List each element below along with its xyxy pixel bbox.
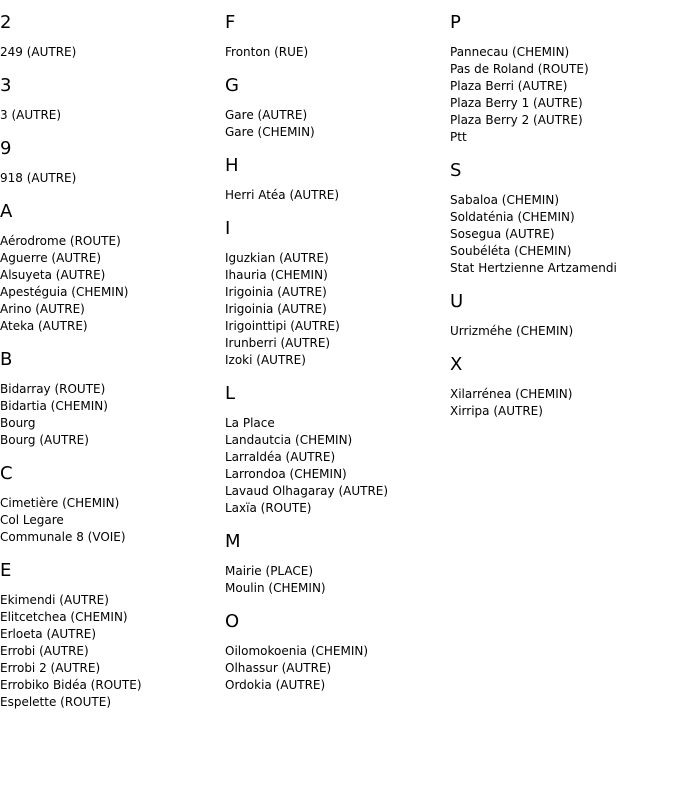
street-entry: Irigoinia (AUTRE) xyxy=(225,302,327,316)
street-entry: Errobi (AUTRE) xyxy=(0,644,89,658)
street-entry: Larraldéa (AUTRE) xyxy=(225,450,336,464)
street-entry: 249 (AUTRE) xyxy=(0,45,77,59)
letter-group xyxy=(0,560,225,711)
letter-group xyxy=(225,218,450,369)
street-entry: Irunberri (AUTRE) xyxy=(225,336,331,350)
street-list xyxy=(0,107,225,124)
index-column-3 xyxy=(450,12,675,434)
index-column-1 xyxy=(0,12,225,725)
street-entry: Xilarrénea (CHEMIN) xyxy=(450,387,573,401)
letter-group xyxy=(0,201,225,335)
street-list xyxy=(225,44,450,61)
index-column-2 xyxy=(225,12,450,708)
street-entry: Larrondoa (CHEMIN) xyxy=(225,467,347,481)
letter-group xyxy=(0,138,225,187)
street-entry: Laxïa (ROUTE) xyxy=(225,501,312,515)
street-entry: Olhassur (AUTRE) xyxy=(225,661,332,675)
street-entry: Communale 8 (VOIE) xyxy=(0,530,126,544)
letter-heading: O xyxy=(225,611,240,632)
street-entry: Bourg xyxy=(0,416,36,430)
street-entry: Xirripa (AUTRE) xyxy=(450,404,543,418)
street-entry: Plaza Berry 2 (AUTRE) xyxy=(450,113,583,127)
street-list xyxy=(450,386,675,420)
letter-heading: U xyxy=(450,291,464,312)
street-entry: Errobi 2 (AUTRE) xyxy=(0,661,101,675)
street-entry: Erloeta (AUTRE) xyxy=(0,627,97,641)
street-entry: Aguerre (AUTRE) xyxy=(0,251,102,265)
letter-group xyxy=(450,12,675,146)
street-entry: Apestéguia (CHEMIN) xyxy=(0,285,129,299)
letter-group xyxy=(225,383,450,517)
letter-heading: P xyxy=(450,12,461,33)
letter-group xyxy=(450,160,675,277)
street-entry: Ekimendi (AUTRE) xyxy=(0,593,109,607)
street-entry: Mairie (PLACE) xyxy=(225,564,314,578)
street-list xyxy=(225,187,450,204)
street-list xyxy=(450,44,675,146)
letter-heading: 9 xyxy=(0,138,12,159)
letter-heading: E xyxy=(0,560,12,581)
street-entry: Urrizméhe (CHEMIN) xyxy=(450,324,574,338)
street-entry: La Place xyxy=(225,416,275,430)
street-list xyxy=(225,107,450,141)
street-entry: Aérodrome (ROUTE) xyxy=(0,234,121,248)
street-entry: Plaza Berri (AUTRE) xyxy=(450,79,568,93)
street-list xyxy=(0,495,225,546)
street-list xyxy=(0,44,225,61)
street-entry: Moulin (CHEMIN) xyxy=(225,581,326,595)
letter-group xyxy=(0,75,225,124)
letter-heading: B xyxy=(0,349,13,370)
street-entry: Fronton (RUE) xyxy=(225,45,309,59)
street-entry: Espelette (ROUTE) xyxy=(0,695,111,709)
street-entry: Errobiko Bidéa (ROUTE) xyxy=(0,678,142,692)
letter-group xyxy=(0,349,225,449)
street-entry: Ordokia (AUTRE) xyxy=(225,678,326,692)
letter-heading: M xyxy=(225,531,241,552)
street-entry: Sosegua (AUTRE) xyxy=(450,227,555,241)
street-entry: 3 (AUTRE) xyxy=(0,108,62,122)
letter-group xyxy=(450,354,675,420)
street-entry: Gare (CHEMIN) xyxy=(225,125,315,139)
street-entry: Soubéléta (CHEMIN) xyxy=(450,244,572,258)
letter-heading: S xyxy=(450,160,462,181)
street-entry: Stat Hertzienne Artzamendi xyxy=(450,261,617,275)
street-list xyxy=(0,381,225,449)
street-list xyxy=(225,250,450,369)
street-list xyxy=(225,643,450,694)
letter-group xyxy=(225,12,450,61)
street-entry: Izoki (AUTRE) xyxy=(225,353,306,367)
street-list xyxy=(0,233,225,335)
street-entry: Sabaloa (CHEMIN) xyxy=(450,193,560,207)
street-entry: Soldaténia (CHEMIN) xyxy=(450,210,575,224)
street-list xyxy=(0,170,225,187)
street-entry: 918 (AUTRE) xyxy=(0,171,77,185)
street-entry: Ateka (AUTRE) xyxy=(0,319,88,333)
street-entry: Bidarray (ROUTE) xyxy=(0,382,106,396)
street-entry: Irigoinia (AUTRE) xyxy=(225,285,327,299)
street-list xyxy=(225,563,450,597)
letter-group xyxy=(225,531,450,597)
letter-heading: 3 xyxy=(0,75,12,96)
street-list xyxy=(0,592,225,711)
letter-heading: 2 xyxy=(0,12,12,33)
street-entry: Oilomokoenia (CHEMIN) xyxy=(225,644,369,658)
street-entry: Alsuyeta (AUTRE) xyxy=(0,268,106,282)
street-entry: Arino (AUTRE) xyxy=(0,302,85,316)
letter-heading: L xyxy=(225,383,236,404)
street-entry: Elitcetchea (CHEMIN) xyxy=(0,610,128,624)
street-list xyxy=(450,192,675,277)
street-entry: Ptt xyxy=(450,130,467,144)
letter-group xyxy=(225,611,450,694)
letter-group xyxy=(225,75,450,141)
letter-heading: C xyxy=(0,463,13,484)
street-entry: Cimetière (CHEMIN) xyxy=(0,496,120,510)
street-entry: Bourg (AUTRE) xyxy=(0,433,89,447)
letter-heading: X xyxy=(450,354,463,375)
letter-heading: I xyxy=(225,218,231,239)
letter-group xyxy=(450,291,675,340)
letter-heading: A xyxy=(0,201,13,222)
street-entry: Irigointtipi (AUTRE) xyxy=(225,319,340,333)
letter-heading: F xyxy=(225,12,236,33)
street-entry: Herri Atéa (AUTRE) xyxy=(225,188,340,202)
letter-group xyxy=(0,463,225,546)
street-entry: Ihauria (CHEMIN) xyxy=(225,268,328,282)
street-list xyxy=(450,323,675,340)
street-entry: Lavaud Olhagaray (AUTRE) xyxy=(225,484,389,498)
street-entry: Col Legare xyxy=(0,513,64,527)
street-list xyxy=(225,415,450,517)
letter-group xyxy=(225,155,450,204)
street-entry: Plaza Berry 1 (AUTRE) xyxy=(450,96,583,110)
street-entry: Bidartia (CHEMIN) xyxy=(0,399,108,413)
street-entry: Landautcia (CHEMIN) xyxy=(225,433,353,447)
street-entry: Pas de Roland (ROUTE) xyxy=(450,62,589,76)
street-entry: Pannecau (CHEMIN) xyxy=(450,45,570,59)
street-entry: Gare (AUTRE) xyxy=(225,108,308,122)
letter-heading: G xyxy=(225,75,239,96)
letter-group xyxy=(0,12,225,61)
letter-heading: H xyxy=(225,155,239,176)
street-entry: Iguzkian (AUTRE) xyxy=(225,251,329,265)
